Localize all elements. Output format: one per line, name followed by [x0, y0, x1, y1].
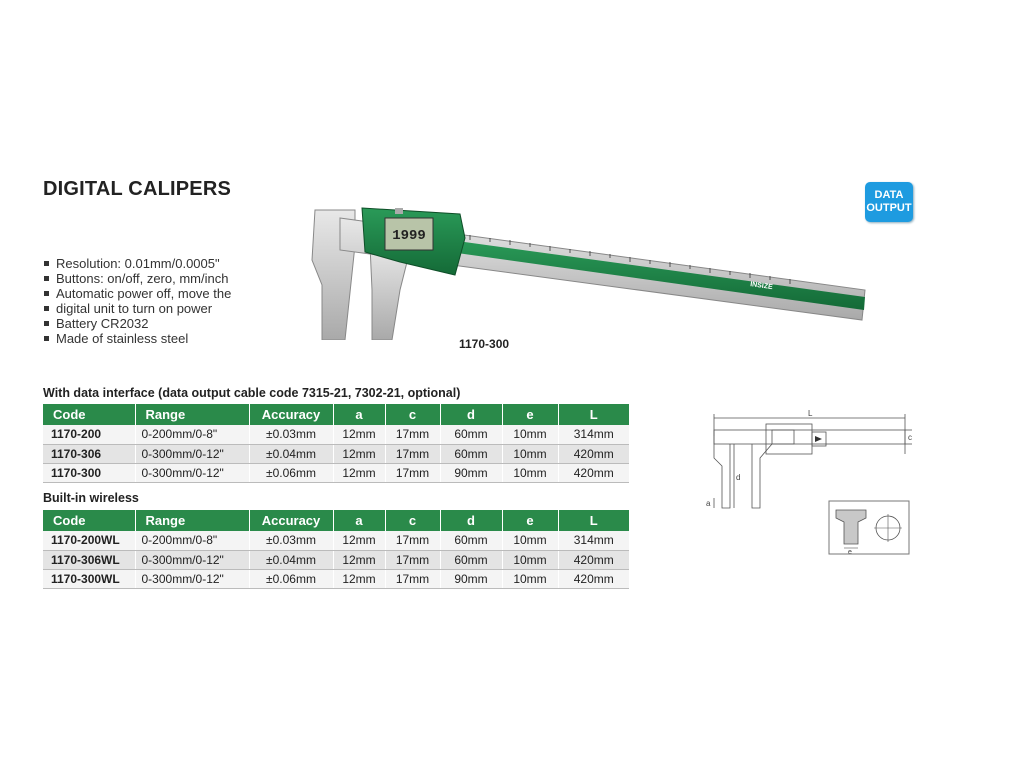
col-header-d: d — [440, 510, 502, 531]
cell-L: 420mm — [558, 444, 629, 463]
table-row — [43, 550, 629, 569]
cell-accuracy: ±0.06mm — [249, 463, 333, 482]
table-row — [43, 531, 629, 550]
cell-code: 1170-306WL — [43, 550, 135, 569]
cell-a: 12mm — [333, 463, 385, 482]
col-header-e: e — [502, 404, 558, 425]
cell-accuracy: ±0.04mm — [249, 444, 333, 463]
cell-c: 17mm — [385, 463, 440, 482]
col-header-code: Code — [43, 510, 135, 531]
col-header-range: Range — [135, 510, 249, 531]
cell-code: 1170-200 — [43, 425, 135, 444]
col-header-accuracy: Accuracy — [249, 404, 333, 425]
cell-range: 0-300mm/0-12" — [135, 550, 249, 569]
spec-table-wireless — [43, 510, 629, 589]
cell-e: 10mm — [502, 550, 558, 569]
cell-L: 420mm — [558, 463, 629, 482]
cell-range: 0-200mm/0-8" — [135, 531, 249, 550]
cell-e: 10mm — [502, 569, 558, 588]
section-title-wireless: Built-in wireless — [43, 491, 139, 505]
feature-item: Buttons: on/off, zero, mm/inch — [43, 271, 231, 286]
cell-c: 17mm — [385, 444, 440, 463]
caliper-image — [300, 190, 870, 340]
cell-a: 12mm — [333, 531, 385, 550]
col-header-L: L — [558, 510, 629, 531]
col-header-code: Code — [43, 404, 135, 425]
feature-list — [43, 256, 231, 346]
cell-accuracy: ±0.06mm — [249, 569, 333, 588]
cell-accuracy: ±0.04mm — [249, 550, 333, 569]
cell-d: 60mm — [440, 425, 502, 444]
cell-c: 17mm — [385, 569, 440, 588]
col-header-a: a — [333, 510, 385, 531]
cell-accuracy: ±0.03mm — [249, 531, 333, 550]
cell-d: 90mm — [440, 569, 502, 588]
cell-a: 12mm — [333, 550, 385, 569]
col-header-range: Range — [135, 404, 249, 425]
section-title-data-interface: With data interface (data output cable code 7315-21, 7302-21, optional) — [43, 386, 461, 400]
table-row — [43, 444, 629, 463]
dim-label-a: a — [706, 499, 711, 508]
cell-e: 10mm — [502, 444, 558, 463]
cell-L: 314mm — [558, 425, 629, 444]
cell-a: 12mm — [333, 444, 385, 463]
cell-range: 0-200mm/0-8" — [135, 425, 249, 444]
col-header-d: d — [440, 404, 502, 425]
cell-d: 60mm — [440, 531, 502, 550]
table-row — [43, 569, 629, 588]
cell-d: 60mm — [440, 550, 502, 569]
col-header-e: e — [502, 510, 558, 531]
cell-code: 1170-306 — [43, 444, 135, 463]
cell-a: 12mm — [333, 569, 385, 588]
cell-d: 90mm — [440, 463, 502, 482]
dim-label-c: c — [908, 433, 912, 442]
spec-table-data-interface — [43, 404, 629, 483]
cell-a: 12mm — [333, 425, 385, 444]
cell-code: 1170-200WL — [43, 531, 135, 550]
brand-mark: INSIZE — [749, 281, 774, 292]
cell-range: 0-300mm/0-12" — [135, 444, 249, 463]
cell-L: 420mm — [558, 550, 629, 569]
cell-code: 1170-300 — [43, 463, 135, 482]
cell-e: 10mm — [502, 463, 558, 482]
table-header-row — [43, 404, 629, 425]
cell-c: 17mm — [385, 550, 440, 569]
badge-line-2: OUTPUT — [866, 202, 912, 214]
col-header-L: L — [558, 404, 629, 425]
cell-c: 17mm — [385, 425, 440, 444]
cell-e: 10mm — [502, 531, 558, 550]
cell-L: 420mm — [558, 569, 629, 588]
cell-c: 17mm — [385, 531, 440, 550]
cell-range: 0-300mm/0-12" — [135, 463, 249, 482]
data-output-badge — [865, 182, 913, 222]
badge-line-1: DATA — [874, 189, 904, 201]
feature-item-continuation: digital unit to turn on power — [43, 301, 231, 316]
col-header-a: a — [333, 404, 385, 425]
dim-label-d: d — [736, 473, 741, 482]
col-header-c: c — [385, 404, 440, 425]
lcd-display: 1999 — [392, 228, 426, 244]
feature-item: Resolution: 0.01mm/0.0005" — [43, 256, 231, 271]
col-header-accuracy: Accuracy — [249, 510, 333, 531]
dim-label-L: L — [808, 409, 813, 418]
cell-range: 0-300mm/0-12" — [135, 569, 249, 588]
product-model-label: 1170-300 — [459, 337, 510, 351]
cell-e: 10mm — [502, 425, 558, 444]
cell-accuracy: ±0.03mm — [249, 425, 333, 444]
feature-item: Automatic power off, move the — [43, 286, 231, 301]
col-header-c: c — [385, 510, 440, 531]
feature-item: Made of stainless steel — [43, 331, 231, 346]
feature-item: Battery CR2032 — [43, 316, 231, 331]
cell-code: 1170-300WL — [43, 569, 135, 588]
table-row — [43, 425, 629, 444]
cell-d: 60mm — [440, 444, 502, 463]
dim-label-e: e — [848, 549, 852, 555]
cell-L: 314mm — [558, 531, 629, 550]
jaw-detail-drawing — [828, 500, 910, 555]
table-row — [43, 463, 629, 482]
page-title: DIGITAL CALIPERS — [43, 178, 232, 200]
table-header-row — [43, 510, 629, 531]
